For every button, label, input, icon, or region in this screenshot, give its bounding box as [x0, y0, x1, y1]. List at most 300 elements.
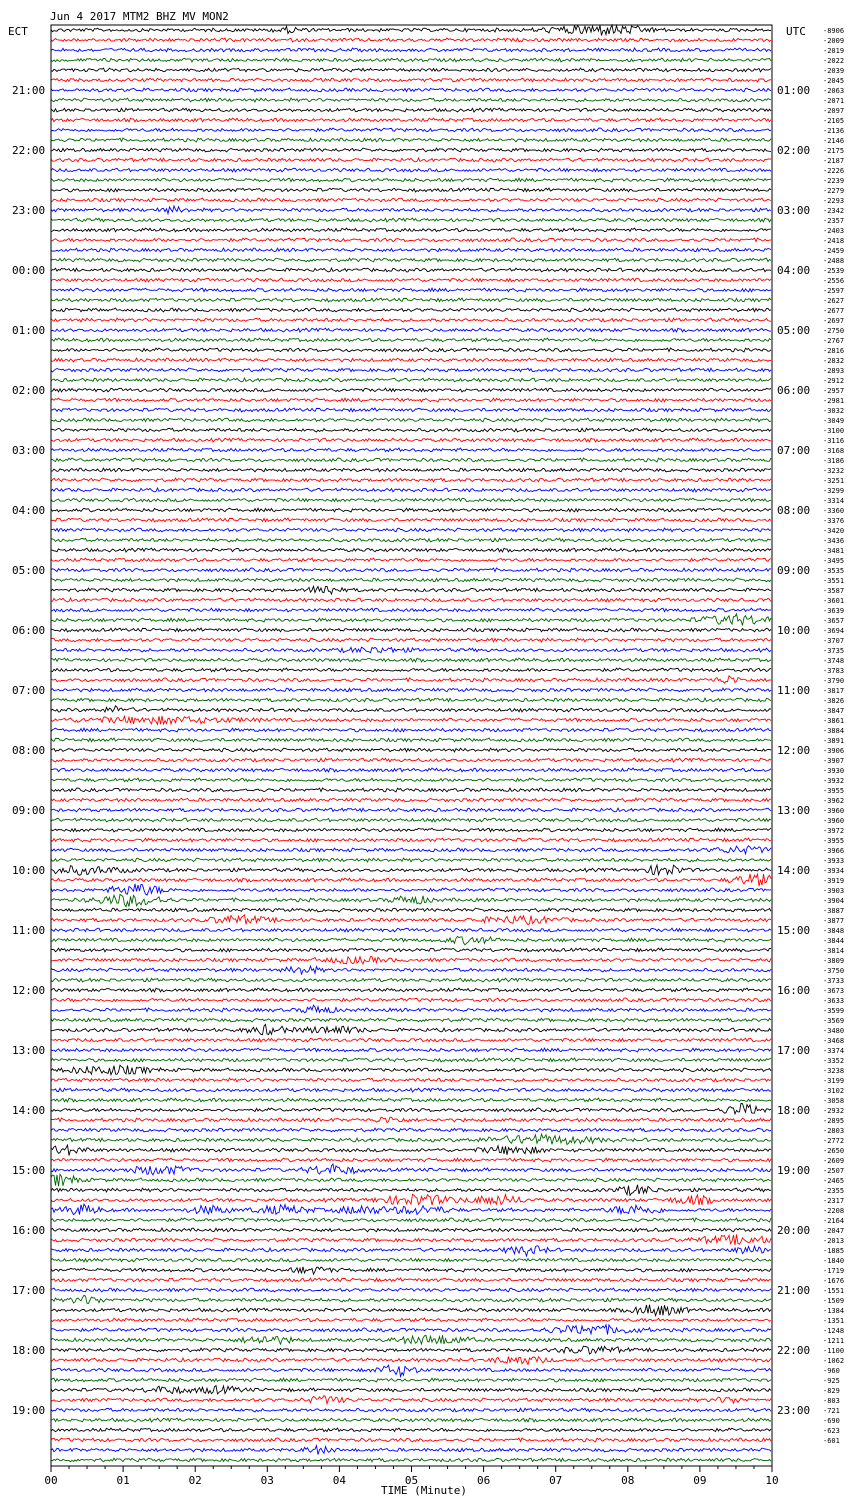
row-offset-label: -2039 [823, 67, 845, 75]
row-offset-label: -2767 [823, 337, 845, 345]
trace-row-109 [51, 1117, 771, 1123]
trace-row-28 [51, 308, 771, 312]
row-offset-label: -3102 [823, 1087, 845, 1095]
trace-row-35 [51, 378, 771, 382]
row-offset-label: -601 [823, 1437, 840, 1445]
trace-row-94 [51, 966, 771, 974]
row-offset-label: -3847 [823, 707, 845, 715]
row-offset-label: -2317 [823, 1197, 845, 1205]
trace-row-99 [51, 1018, 771, 1022]
trace-row-85 [51, 874, 771, 886]
row-offset-label: -803 [823, 1397, 840, 1405]
trace-row-78 [51, 808, 771, 812]
trace-row-87 [51, 895, 771, 907]
trace-row-89 [51, 915, 771, 925]
row-offset-label: -2164 [823, 1217, 845, 1225]
trace-row-48 [51, 508, 771, 512]
row-offset-label: -3199 [823, 1077, 845, 1085]
trace-row-70 [51, 728, 771, 732]
row-offset-label: -3735 [823, 647, 845, 655]
x-tick-label: 00 [44, 1474, 58, 1487]
row-offset-label: -2556 [823, 277, 845, 285]
trace-row-39 [51, 418, 771, 422]
trace-row-82 [51, 846, 771, 854]
row-offset-label: -3903 [823, 887, 845, 895]
row-offset-label: -2832 [823, 357, 845, 365]
trace-row-111 [51, 1134, 771, 1144]
trace-row-77 [51, 798, 771, 802]
trace-row-81 [51, 838, 771, 842]
row-offset-label: -2677 [823, 307, 845, 315]
trace-row-8 [51, 108, 771, 112]
trace-row-92 [51, 948, 771, 952]
left-timezone-label: ECT [8, 25, 28, 38]
row-offset-label: -3633 [823, 997, 845, 1005]
trace-row-24 [51, 268, 771, 272]
row-offset-label: -2957 [823, 387, 845, 395]
row-offset-label: -3887 [823, 907, 845, 915]
row-offset-label: -3934 [823, 867, 845, 875]
trace-row-60 [51, 628, 771, 632]
row-offset-label: -3972 [823, 827, 845, 835]
trace-row-49 [51, 518, 771, 522]
row-offset-label: -2357 [823, 217, 845, 225]
trace-row-15 [51, 178, 771, 182]
row-offset-label: -2105 [823, 117, 845, 125]
right-hour-label: 17:00 [777, 1044, 811, 1057]
row-offset-label: -2912 [823, 377, 845, 385]
row-offset-label: -2071 [823, 97, 845, 105]
trace-row-95 [51, 978, 771, 982]
trace-row-105 [51, 1078, 771, 1082]
x-tick-label: 10 [765, 1474, 779, 1487]
row-offset-label: -2146 [823, 137, 845, 145]
row-offset-label: -2895 [823, 1117, 845, 1125]
trace-row-107 [51, 1098, 771, 1102]
row-offset-label: -2932 [823, 1107, 845, 1115]
trace-row-4 [51, 68, 771, 72]
row-offset-label: -3891 [823, 737, 845, 745]
row-offset-labels [823, 27, 844, 1445]
left-hour-label: 02:00 [12, 384, 46, 397]
row-offset-label: -3299 [823, 487, 845, 495]
row-offset-label: -1248 [823, 1327, 845, 1335]
row-offset-label: -3919 [823, 877, 845, 885]
trace-row-130 [51, 1325, 771, 1335]
row-offset-label: -1551 [823, 1287, 845, 1295]
right-hour-label: 22:00 [777, 1344, 811, 1357]
trace-row-76 [51, 788, 771, 792]
right-hour-label: 21:00 [777, 1284, 811, 1297]
row-offset-label: -2465 [823, 1177, 845, 1185]
x-tick-label: 06 [476, 1474, 491, 1487]
row-offset-label: -3601 [823, 597, 845, 605]
trace-row-133 [51, 1357, 771, 1365]
trace-row-33 [51, 358, 771, 362]
row-offset-label: -3694 [823, 627, 845, 635]
row-offset-label: -2609 [823, 1157, 845, 1165]
row-offset-label: -1100 [823, 1347, 845, 1355]
right-hour-label: 07:00 [777, 444, 811, 457]
trace-row-115 [51, 1174, 771, 1186]
trace-row-51 [51, 538, 771, 542]
trace-row-54 [51, 568, 771, 572]
row-offset-label: -3360 [823, 507, 845, 515]
trace-row-96 [51, 988, 771, 992]
chart-title: Jun 4 2017 MTM2 BHZ MV MON2 [50, 10, 229, 23]
trace-row-46 [51, 488, 771, 492]
trace-row-16 [51, 188, 771, 192]
trace-row-120 [51, 1228, 771, 1232]
trace-row-128 [51, 1305, 771, 1316]
trace-row-126 [51, 1288, 771, 1292]
row-offset-label: -2355 [823, 1187, 845, 1195]
row-offset-label: -2208 [823, 1207, 845, 1215]
row-offset-label: -3707 [823, 637, 845, 645]
row-offset-label: -2175 [823, 147, 845, 155]
trace-row-73 [51, 758, 771, 762]
row-offset-label: -3168 [823, 447, 845, 455]
row-offset-label: -3232 [823, 467, 845, 475]
trace-row-53 [51, 558, 771, 562]
trace-group [51, 25, 771, 1462]
trace-row-138 [51, 1408, 771, 1412]
trace-row-56 [51, 586, 771, 594]
trace-row-38 [51, 408, 771, 412]
trace-row-23 [51, 258, 771, 262]
left-hour-label: 03:00 [12, 444, 46, 457]
row-offset-label: -2816 [823, 347, 845, 355]
left-hour-label: 05:00 [12, 564, 46, 577]
trace-row-140 [51, 1428, 771, 1432]
trace-row-84 [51, 865, 771, 875]
trace-row-63 [51, 658, 771, 662]
trace-row-80 [51, 828, 771, 832]
right-hour-label: 19:00 [777, 1164, 811, 1177]
row-offset-label: -960 [823, 1367, 840, 1375]
row-offset-label: -3960 [823, 807, 845, 815]
left-hour-label: 08:00 [12, 744, 46, 757]
row-offset-label: -3932 [823, 777, 845, 785]
trace-row-131 [51, 1335, 771, 1344]
trace-row-142 [51, 1446, 771, 1455]
right-hour-label: 20:00 [777, 1224, 811, 1237]
row-offset-label: -3495 [823, 557, 845, 565]
row-offset-label: -3481 [823, 547, 845, 555]
trace-row-98 [51, 1005, 771, 1013]
trace-row-57 [51, 598, 771, 602]
row-offset-label: -3933 [823, 857, 845, 865]
row-offset-label: -721 [823, 1407, 840, 1415]
trace-row-100 [51, 1024, 771, 1034]
row-offset-label: -3904 [823, 897, 845, 905]
row-offset-label: -3955 [823, 787, 845, 795]
trace-row-14 [51, 168, 771, 172]
left-hour-label: 16:00 [12, 1224, 46, 1237]
left-hour-label: 18:00 [12, 1344, 46, 1357]
trace-row-27 [51, 298, 771, 302]
row-offset-label: -3809 [823, 957, 845, 965]
row-offset-label: -1719 [823, 1267, 845, 1275]
row-offset-label: -3100 [823, 427, 845, 435]
trace-row-7 [51, 98, 771, 102]
row-offset-label: -2019 [823, 47, 845, 55]
row-offset-label: -2697 [823, 317, 845, 325]
trace-row-3 [51, 58, 771, 62]
trace-row-12 [51, 148, 771, 152]
trace-row-88 [51, 908, 771, 912]
x-tick-label: 09 [693, 1474, 707, 1487]
row-offset-label: -3907 [823, 757, 845, 765]
trace-row-143 [51, 1458, 771, 1462]
right-hour-label: 04:00 [777, 264, 811, 277]
trace-row-75 [51, 778, 771, 782]
trace-row-9 [51, 118, 771, 122]
row-offset-label: -2097 [823, 107, 845, 115]
trace-row-113 [51, 1158, 771, 1162]
row-offset-label: -2893 [823, 367, 845, 375]
trace-row-62 [51, 647, 771, 653]
row-offset-label: -3587 [823, 587, 845, 595]
trace-row-72 [51, 748, 771, 752]
row-offset-label: -2403 [823, 227, 845, 235]
row-offset-label: -3116 [823, 437, 845, 445]
row-offset-label: -2418 [823, 237, 845, 245]
trace-row-17 [51, 198, 771, 202]
trace-row-117 [51, 1194, 771, 1205]
trace-row-67 [51, 698, 771, 702]
trace-row-55 [51, 578, 771, 582]
row-offset-label: -3960 [823, 817, 845, 825]
row-offset-label: -3817 [823, 687, 845, 695]
trace-row-136 [51, 1386, 771, 1394]
left-hour-label: 23:00 [12, 204, 46, 217]
right-hour-label: 10:00 [777, 624, 811, 637]
trace-row-124 [51, 1267, 771, 1274]
trace-row-119 [51, 1218, 771, 1222]
trace-row-61 [51, 638, 771, 642]
left-hour-label: 12:00 [12, 984, 46, 997]
row-offset-label: -2293 [823, 197, 845, 205]
trace-row-22 [51, 248, 771, 252]
left-hour-label: 15:00 [12, 1164, 46, 1177]
trace-row-135 [51, 1378, 771, 1382]
trace-row-36 [51, 388, 771, 392]
row-offset-label: -3251 [823, 477, 845, 485]
trace-row-5 [51, 78, 771, 82]
row-offset-label: -2187 [823, 157, 845, 165]
trace-row-66 [51, 688, 771, 692]
x-tick-label: 03 [260, 1474, 274, 1487]
row-offset-label: -3657 [823, 617, 845, 625]
row-offset-label: -3480 [823, 1027, 845, 1035]
right-timezone-label: UTC [786, 25, 806, 38]
row-offset-label: -3884 [823, 727, 845, 735]
trace-row-122 [51, 1246, 771, 1256]
trace-row-10 [51, 128, 771, 132]
row-offset-label: -925 [823, 1377, 840, 1385]
trace-row-110 [51, 1128, 771, 1132]
trace-row-83 [51, 858, 771, 862]
row-offset-label: -2013 [823, 1237, 845, 1245]
row-offset-label: -3186 [823, 457, 845, 465]
row-offset-label: -3569 [823, 1017, 845, 1025]
row-offset-label: -3639 [823, 607, 845, 615]
row-offset-label: -2342 [823, 207, 845, 215]
trace-row-0 [51, 25, 771, 36]
row-offset-label: -2045 [823, 77, 845, 85]
left-hour-label: 04:00 [12, 504, 46, 517]
trace-row-37 [51, 398, 771, 402]
row-offset-label: -3238 [823, 1067, 845, 1075]
right-hour-label: 09:00 [777, 564, 811, 577]
trace-row-125 [51, 1278, 771, 1282]
trace-row-123 [51, 1258, 771, 1262]
row-offset-label: -3436 [823, 537, 845, 545]
trace-row-34 [51, 368, 771, 372]
row-offset-label: -1211 [823, 1337, 845, 1345]
trace-row-43 [51, 458, 771, 462]
trace-row-58 [51, 608, 771, 612]
row-offset-label: -2459 [823, 247, 845, 255]
trace-row-90 [51, 928, 771, 932]
trace-row-139 [51, 1418, 771, 1422]
x-axis-label: TIME (Minute) [380, 1484, 468, 1497]
trace-row-26 [51, 288, 771, 292]
trace-row-103 [51, 1058, 771, 1062]
trace-row-101 [51, 1038, 771, 1042]
trace-row-69 [51, 716, 771, 725]
trace-row-47 [51, 498, 771, 502]
row-offset-label: -623 [823, 1427, 840, 1435]
row-offset-label: -2009 [823, 37, 845, 45]
trace-row-93 [51, 957, 771, 964]
row-offset-label: -3352 [823, 1057, 845, 1065]
row-offset-label: -3844 [823, 937, 845, 945]
trace-row-91 [51, 936, 771, 944]
x-tick-label: 02 [188, 1474, 202, 1487]
left-hour-label: 22:00 [12, 144, 46, 157]
right-hour-label: 06:00 [777, 384, 811, 397]
row-offset-label: -2136 [823, 127, 845, 135]
row-offset-label: -8906 [823, 27, 845, 35]
trace-row-21 [51, 238, 771, 242]
trace-row-129 [51, 1318, 771, 1322]
row-offset-label: -1384 [823, 1307, 845, 1315]
row-offset-label: -1351 [823, 1317, 845, 1325]
row-offset-label: -3314 [823, 497, 845, 505]
x-tick-label: 01 [116, 1474, 130, 1487]
row-offset-label: -3049 [823, 417, 845, 425]
right-hour-label: 16:00 [777, 984, 811, 997]
row-offset-label: -3826 [823, 697, 845, 705]
row-offset-label: -2597 [823, 287, 845, 295]
trace-row-40 [51, 428, 771, 432]
right-hour-label: 02:00 [777, 144, 811, 157]
trace-row-134 [51, 1365, 771, 1376]
trace-row-2 [51, 48, 771, 52]
row-offset-label: -3962 [823, 797, 845, 805]
row-offset-label: -3535 [823, 567, 845, 575]
trace-row-20 [51, 228, 771, 232]
row-offset-label: -2627 [823, 297, 845, 305]
left-hour-label: 11:00 [12, 924, 46, 937]
trace-row-102 [51, 1048, 771, 1052]
x-tick-label: 04 [332, 1474, 347, 1487]
trace-row-68 [51, 706, 771, 712]
trace-row-112 [51, 1145, 771, 1155]
trace-row-127 [51, 1295, 771, 1303]
row-offset-label: -2981 [823, 397, 845, 405]
row-offset-label: -2047 [823, 1227, 845, 1235]
row-offset-label: -3783 [823, 667, 845, 675]
right-hour-label: 05:00 [777, 324, 811, 337]
row-offset-label: -3058 [823, 1097, 845, 1105]
trace-row-108 [51, 1103, 771, 1114]
left-hour-label: 07:00 [12, 684, 46, 697]
row-offset-label: -2772 [823, 1137, 845, 1145]
trace-row-114 [51, 1164, 771, 1175]
row-offset-label: -2750 [823, 327, 845, 335]
trace-row-52 [51, 548, 771, 552]
row-offset-label: -3551 [823, 577, 845, 585]
row-offset-label: -2022 [823, 57, 845, 65]
row-offset-label: -3814 [823, 947, 845, 955]
row-offset-label: -2803 [823, 1127, 845, 1135]
row-offset-label: -2239 [823, 177, 845, 185]
row-offset-label: -3906 [823, 747, 845, 755]
right-hour-labels [777, 84, 810, 1417]
x-tick-label: 08 [621, 1474, 635, 1487]
right-hour-label: 11:00 [777, 684, 811, 697]
trace-row-116 [51, 1185, 771, 1196]
trace-row-104 [51, 1065, 771, 1075]
trace-row-45 [51, 478, 771, 482]
trace-row-30 [51, 328, 771, 332]
left-hour-label: 19:00 [12, 1404, 46, 1417]
row-offset-label: -690 [823, 1417, 840, 1425]
row-offset-label: -2650 [823, 1147, 845, 1155]
trace-row-97 [51, 998, 771, 1002]
row-offset-label: -3374 [823, 1047, 845, 1055]
row-offset-label: -1885 [823, 1247, 845, 1255]
right-hour-label: 12:00 [777, 744, 811, 757]
row-offset-label: -3955 [823, 837, 845, 845]
left-hour-label: 21:00 [12, 84, 46, 97]
trace-row-106 [51, 1088, 771, 1092]
row-offset-label: -3673 [823, 987, 845, 995]
row-offset-label: -3966 [823, 847, 845, 855]
trace-row-121 [51, 1235, 771, 1246]
trace-row-18 [51, 206, 771, 214]
row-offset-label: -3733 [823, 977, 845, 985]
x-tick-label: 05 [404, 1474, 419, 1487]
row-offset-label: -2539 [823, 267, 845, 275]
trace-row-71 [51, 738, 771, 742]
trace-row-1 [51, 38, 771, 42]
left-hour-label: 17:00 [12, 1284, 46, 1297]
row-offset-label: -1062 [823, 1357, 845, 1365]
row-offset-label: -1509 [823, 1297, 845, 1305]
row-offset-label: -3861 [823, 717, 845, 725]
trace-row-141 [51, 1438, 771, 1442]
row-offset-label: -3750 [823, 967, 845, 975]
row-offset-label: -3420 [823, 527, 845, 535]
left-hour-label: 10:00 [12, 864, 46, 877]
right-hour-label: 03:00 [777, 204, 811, 217]
row-offset-label: -1840 [823, 1257, 845, 1265]
trace-row-44 [51, 468, 771, 472]
